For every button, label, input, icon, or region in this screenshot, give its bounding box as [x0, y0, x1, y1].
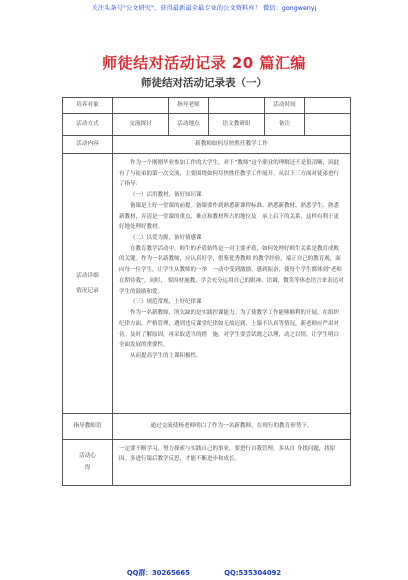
- value-remarks: [305, 114, 351, 136]
- label-trainee: 培养对象: [63, 98, 113, 114]
- row-activity-content: [63, 136, 351, 154]
- row-detailed-record: [63, 154, 351, 414]
- document-title: 师徒结对活动记录 20 篇汇编: [102, 54, 306, 72]
- record-paragraph: 作为一个刚刚毕业参加工作的大学生，对于“教师”这个职业的理解还不是很清晰，因此有了与徒弟的第一次交流，主要围绕如何尽快胜任教学工作展开。从以下三方面对徒弟进行了指导：: [119, 160, 340, 188]
- row-participants: [63, 98, 351, 114]
- label-reflection-line1: 活动心: [79, 453, 96, 460]
- record-table-title: 师徒结对活动记录表（一）: [141, 77, 267, 89]
- reflection-text: 一定要不断学习，努力探索与实践自己的事业，要进行自我管理，多从自 身找问题，找原因。多进行课后教学反思，才能不断进步和成长。: [119, 446, 336, 463]
- label-reflection: [63, 440, 113, 486]
- record-subheading: （一）活用教材，备好知识课: [130, 192, 202, 199]
- row-reflection: [63, 440, 351, 486]
- record-subheading: （三）规范常规，上好纪律课: [130, 299, 202, 306]
- value-activity-location: 语文教研组: [209, 114, 265, 136]
- qq-number-text: QQ:535304092: [224, 569, 282, 577]
- label-detailed-record-line2: 情况记录: [76, 287, 99, 294]
- detailed-record-body: [113, 154, 351, 414]
- label-detailed-record-line1: 活动详细: [76, 272, 99, 279]
- value-trainee: [113, 98, 169, 114]
- label-mentor: 指导老师: [169, 98, 209, 114]
- label-activity-method: 活动方式: [63, 114, 113, 136]
- record-paragraph: 备课是上好一堂课的前提。备课要作到熟悉新课程标准、熟悉新教材、熟悉学生、熟悉新教材，弄清是一堂课的重点、难点和教材所占的地位及 承上启下的关系，这样有利于更好地处理好教材。: [119, 202, 340, 231]
- top-banner: 关注头条号"公文研究"，获得最新最全最专业的公文资料库！ 微信：gongwenyj: [91, 5, 317, 12]
- record-paragraph: 从而提高学生的上课积极性。: [130, 352, 202, 359]
- contact-footer: [0, 567, 408, 577]
- record-subheading: （二）以爱为源，备好情感课: [130, 235, 202, 242]
- label-reflection-line2: 得: [84, 465, 91, 471]
- value-reflection: [113, 440, 351, 486]
- label-activity-location: 活动地点: [169, 114, 209, 136]
- row-method-location: [63, 114, 351, 136]
- value-activity-content: 新教师如何尽快胜任教学工作: [113, 136, 351, 154]
- label-activity-content: 活动内容: [63, 136, 113, 154]
- value-activity-time: [305, 98, 351, 114]
- label-mentor-comment: 指导教师语: [63, 414, 113, 440]
- row-mentor-comment: [63, 414, 351, 440]
- qq-group-text: QQ群：30265665: [126, 569, 190, 577]
- value-activity-method: 交流探讨: [113, 114, 169, 136]
- label-detailed-record: [63, 154, 113, 414]
- value-mentor: [209, 98, 265, 114]
- label-remarks: 备注: [265, 114, 305, 136]
- record-paragraph: 在教育教学活动中，师生的矛盾始终是一对主要矛盾，如何处理好师生关系是教育成败的关键。作为一名新教师，应认真好学，借鉴优秀教师 的教学经验，端正自己的教育观，面向每一位学生，让学生从教师的一举 一动中受到激励、感到振奋，使每个学生都体到“老师在期待我”。同时， 要因材施教，学会充分运用自己的眼神、语调、微笑等体态语言来表达对 学生的鼓励和爱。: [119, 245, 350, 295]
- label-activity-time: 活动时间: [265, 98, 305, 114]
- record-paragraph: 作为一名新教师，所欠缺的是实践控课能力。为了使教学工作能够顺利的开展，在组织纪律方面，严格管理，遇到违反课堂纪律如无故迟到、上课不认真等情况，新老师应严肃对待。及时了解原因，再采取适当的措 施，对学生要尝试晓之以理，动之以情，让学生明白全面发展的重要性。: [119, 310, 340, 349]
- record-table: [62, 97, 351, 486]
- value-mentor-comment: 通过交流使杨老师明白了作为一名新教师，在现行的教育形势下，: [113, 414, 351, 440]
